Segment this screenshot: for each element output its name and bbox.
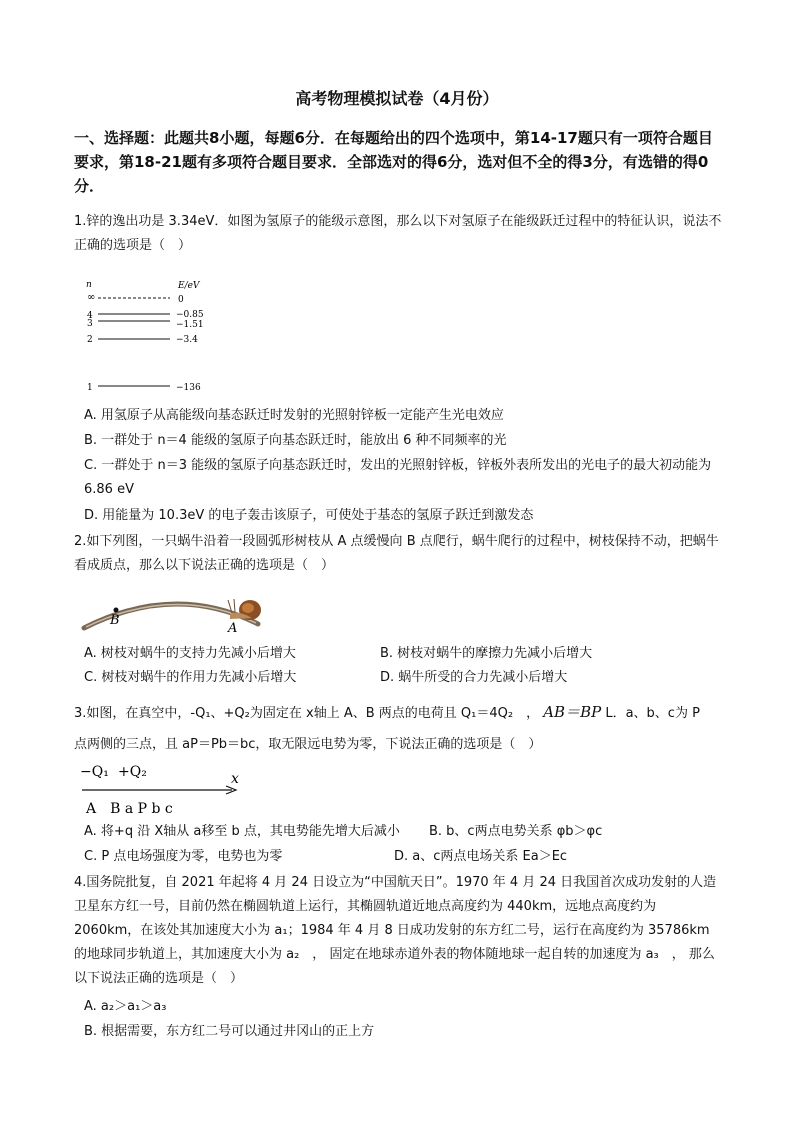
point-a-label: A: [228, 621, 238, 636]
charge-q1-label: −Q₁: [80, 764, 109, 780]
question-3-stem-line2: 点两侧的三点，且 aP＝Pb＝bc，取无限远电势为零，下说法正确的选项是（ ）: [74, 737, 542, 752]
question-1-option-a: A. 用氢原子从高能级向基态跃迁时发射的光照射锌板一定能产生光电效应: [84, 408, 504, 423]
n-axis-label: n: [86, 280, 92, 290]
question-3-option-c: C. P 点电场强度为零，电势也为零: [84, 849, 283, 864]
level-n-inf: ∞: [87, 292, 96, 303]
question-4-stem: 4.国务院批复，自 2021 年起将 4 月 24 日设立为“中国航天日”。1970 年 4 月 24 日我国首次成功发射的人造卫星东方红一号，目前仍然在椭圆轨道上运行，其椭圆轨道近地点高度约为 440km，远地点高度约为 2060km，在该处其加速度大小为 a₁；1984 年 4 月 8 日成功发射的东方红二号，运行在高度约为 35786km 的地球同步轨道上，其加速度大小为 a₂ ， 固定在地球赤道外表的物体随地球一起自转的加速度为 a₃ ， 那么以下说法正确的选项是（ ）: [74, 875, 717, 986]
level-n-2: 2: [87, 335, 93, 345]
e-axis-label: E/eV: [178, 281, 200, 291]
question-3-formula: AB＝BP: [543, 703, 602, 721]
level-n-4: 4: [87, 311, 93, 321]
level-e-3: −1.51: [176, 320, 204, 330]
energy-level-diagram: [84, 278, 234, 396]
section-header: 一、选择题：此题共8小题，每题6分．在每题给出的四个选项中，第14-17题只有一项符合题目要求，第18-21题有多项符合题目要求．全部选对的得6分，选对但不全的得3分，有选错的得0分．: [74, 129, 713, 195]
question-3-option-b: B. b、c两点电势关系 φb＞φc: [429, 824, 603, 839]
question-3-stem-b: L．a、b、c为 P: [605, 706, 700, 721]
point-b-label: B: [110, 613, 120, 628]
question-2-stem: 2.如下列图，一只蜗牛沿着一段圆弧形树枝从 A 点缓慢向 B 点爬行，蜗牛爬行的过程中，树枝保持不动，把蜗牛看成质点，那么以下说法正确的选项是（ ）: [74, 534, 719, 573]
question-1-option-c: C. 一群处于 n＝3 能级的氢原子向基态跃迁时，发出的光照射锌板，锌板外表所发出的光电子的最大初动能为 6.86 eV: [84, 458, 712, 497]
level-e-inf: 0: [178, 295, 184, 305]
question-2-option-d: D. 蜗牛所受的合力先减小后增大: [380, 670, 568, 685]
question-4-option-a: A. a₂＞a₁＞a₃: [84, 999, 167, 1014]
question-3-option-d: D. a、c两点电场关系 Ea＞Ec: [394, 849, 568, 864]
level-n-1: 1: [87, 383, 93, 393]
level-e-2: −3.4: [176, 335, 198, 345]
charge-q2-label: +Q₂: [118, 764, 147, 780]
question-2-option-c: C. 树枝对蜗牛的作用力先减小后增大: [84, 670, 297, 685]
snail-icon: [228, 599, 261, 620]
question-2-option-a: A. 树枝对蜗牛的支持力先减小后增大: [84, 646, 296, 661]
point-b-marker: [114, 608, 119, 613]
question-3-option-a: A. 将+q 沿 X轴从 a移至 b 点，其电势能先增大后减小: [84, 824, 400, 839]
question-1-option-b: B. 一群处于 n＝4 能级的氢原子向基态跃迁时，能放出 6 种不同频率的光: [84, 433, 507, 448]
level-e-4: −0.85: [176, 310, 204, 320]
question-3-stem-line1: [74, 700, 724, 726]
x-axis-label: x: [231, 771, 239, 787]
question-4-option-b: B. 根据需要，东方红二号可以通过井冈山的正上方: [84, 1024, 375, 1039]
snail-branch-figure: [80, 584, 270, 636]
page-title: 高考物理模拟试卷（4月份）: [295, 89, 499, 108]
axis-points-label: A B a P b c: [86, 801, 173, 817]
question-1-stem: 1.锌的逸出功是 3.34eV．如图为氢原子的能级示意图，那么以下对氢原子在能级跃迁过程中的特征认识，说法不正确的选项是（ ）: [74, 214, 722, 253]
question-2-option-b: B. 树枝对蜗牛的摩擦力先减小后增大: [380, 646, 593, 661]
level-e-1: −136: [176, 383, 201, 393]
charge-axis-diagram: [78, 760, 258, 818]
question-1-option-d: D. 用能量为 10.3eV 的电子轰击该原子，可使处于基态的氢原子跃迁到激发态: [84, 508, 534, 523]
level-n-3: 3: [87, 319, 93, 329]
question-3-stem-a: 3.如图，在真空中，-Q₁、+Q₂为固定在 x轴上 A、B 两点的电荷且 Q₁＝4Q₂ ，: [74, 706, 540, 721]
